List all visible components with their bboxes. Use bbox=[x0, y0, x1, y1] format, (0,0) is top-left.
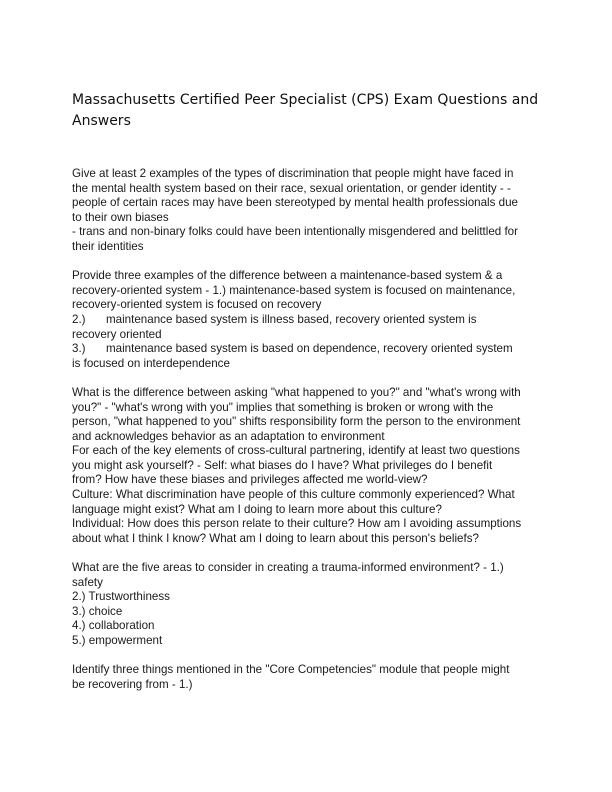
qa-block-trauma-informed bbox=[72, 561, 542, 649]
text-line: - trans and non-binary folks could have been intentionally misgendered and belittled for bbox=[72, 225, 518, 239]
text-line: be recovering from - 1.) bbox=[72, 677, 193, 691]
list-number: 2.) bbox=[72, 312, 86, 326]
text-line: 2.) Trustworthiness bbox=[72, 590, 170, 604]
text-line: people of certain races may have been stereotyped by mental health professionals due bbox=[72, 196, 518, 210]
list-text: maintenance based system is based on dependence, recovery oriented system bbox=[106, 342, 513, 356]
list-text: maintenance based system is illness based, recovery oriented system is bbox=[106, 312, 477, 326]
text-line: Give at least 2 examples of the types of discrimination that people might have faced in bbox=[72, 167, 514, 180]
text-line: recovery oriented bbox=[72, 327, 162, 341]
text-line: Culture: What discrimination have people of this culture commonly experienced? What bbox=[72, 488, 515, 502]
numbered-line bbox=[72, 313, 542, 328]
text-line: Individual: How does this person relate to their culture? How am I avoiding assumptions bbox=[72, 517, 522, 531]
text-line: safety bbox=[72, 575, 103, 589]
text-line: For each of the key elements of cross-cultural partnering, identify at least two questions bbox=[72, 444, 520, 458]
qa-block-core-competencies bbox=[72, 663, 542, 692]
document-body bbox=[72, 167, 542, 707]
text-line: language might exist? What am I doing to learn more about this culture? bbox=[72, 502, 442, 516]
text-line: to their own biases bbox=[72, 210, 169, 224]
text-line: is focused on interdependence bbox=[72, 356, 230, 370]
text-line: Provide three examples of the difference between a maintenance-based system & a bbox=[72, 269, 503, 283]
text-line: from? How have these biases and privileges affected me world-view? bbox=[72, 473, 428, 487]
title-line: Answers bbox=[72, 113, 131, 129]
qa-block-maintenance-vs-recovery bbox=[72, 269, 542, 371]
text-line: What is the difference between asking "what happened to you?" and "what's wrong with bbox=[72, 385, 521, 399]
text-line: you might ask yourself? - Self: what biases do I have? What privileges do I benefit bbox=[72, 458, 493, 472]
text-line: recovery-oriented system is focused on recovery bbox=[72, 298, 322, 312]
title-line: Massachusetts Certified Peer Specialist (CPS) Exam Questions and bbox=[72, 92, 539, 108]
numbered-line bbox=[72, 342, 542, 357]
qa-block-discrimination bbox=[72, 167, 542, 255]
text-line: Identify three things mentioned in the "Core Competencies" module that people might bbox=[72, 663, 510, 677]
text-line: recovery-oriented system - 1.) maintenance-based system is focused on maintenance, bbox=[72, 283, 516, 297]
text-line: What are the five areas to consider in creating a trauma-informed environment? - 1.) bbox=[72, 561, 504, 575]
text-line: the mental health system based on their race, sexual orientation, or gender identity - - bbox=[72, 181, 511, 195]
text-line: 5.) empowerment bbox=[72, 634, 163, 647]
list-number: 3.) bbox=[72, 342, 86, 356]
text-line: 4.) collaboration bbox=[72, 619, 155, 633]
qa-block-what-happened bbox=[72, 386, 542, 547]
text-line: about what I think I know? What am I doing to learn about this person's beliefs? bbox=[72, 531, 479, 545]
text-line: person, "what happened to you" shifts responsibility form the person to the environment bbox=[72, 415, 521, 429]
text-line: you?" - "what's wrong with you" implies that something is broken or wrong with the bbox=[72, 400, 494, 414]
document-title bbox=[72, 90, 539, 132]
text-line: and acknowledges behavior as an adaptation to environment bbox=[72, 429, 385, 443]
text-line: their identities bbox=[72, 239, 144, 253]
text-line: 3.) choice bbox=[72, 604, 123, 618]
